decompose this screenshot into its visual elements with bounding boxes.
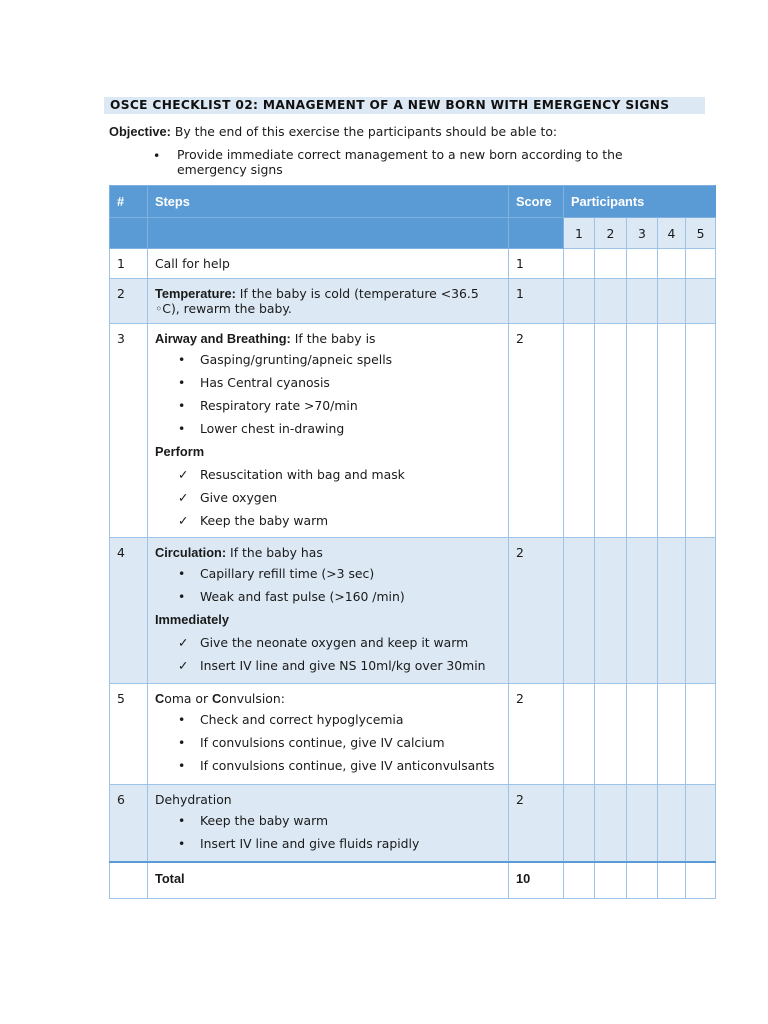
row-number: 2	[110, 279, 148, 324]
list-item: • Gasping/grunting/apneic spells	[155, 348, 502, 371]
score-box[interactable]	[595, 324, 627, 538]
bullet-icon: •	[178, 352, 186, 367]
step-cell	[148, 279, 509, 324]
list-item: ✓ Give the neonate oxygen and keep it warm	[155, 631, 502, 654]
checkmark-icon: ✓	[178, 658, 189, 673]
bullet-icon: •	[178, 758, 186, 773]
list-item: • Respiratory rate >70/min	[155, 394, 502, 417]
bullet-icon: •	[178, 813, 186, 828]
score-box[interactable]	[686, 249, 716, 279]
row-number: 6	[110, 785, 148, 862]
bullet-icon: •	[178, 589, 186, 604]
score-cell: 2	[509, 324, 564, 538]
row-number: 3	[110, 324, 148, 538]
score-box[interactable]	[595, 279, 627, 324]
score-box[interactable]	[564, 249, 595, 279]
score-box[interactable]	[595, 862, 627, 899]
step-text: Call for help	[155, 256, 230, 271]
score-box[interactable]	[658, 862, 686, 899]
participant-2: 2	[595, 218, 627, 249]
objective-bullet-text: Provide immediate correct management to a new born according to the emergency signs	[177, 147, 623, 177]
score-cell: 1	[509, 279, 564, 324]
score-box[interactable]	[686, 785, 716, 862]
step-text: If the baby has	[226, 545, 323, 560]
list-item: • If convulsions continue, give IV calcium	[155, 731, 502, 754]
sub-label: Perform	[155, 444, 205, 459]
header-score: Score	[509, 186, 564, 218]
score-box[interactable]	[564, 684, 595, 785]
score-box[interactable]	[595, 785, 627, 862]
checkmark-icon: ✓	[178, 490, 189, 505]
score-box[interactable]	[564, 862, 595, 899]
participant-1: 1	[564, 218, 595, 249]
row-number: 1	[110, 249, 148, 279]
table-row	[110, 249, 716, 279]
list-item: ✓ Keep the baby warm	[155, 509, 502, 532]
table-row	[110, 279, 716, 324]
header-participants: Participants	[564, 186, 716, 218]
subhead-blank	[509, 218, 564, 249]
list-item: • Lower chest in-drawing	[155, 417, 502, 440]
score-box[interactable]	[627, 279, 658, 324]
bullet-icon: •	[178, 398, 186, 413]
participant-4: 4	[658, 218, 686, 249]
score-box[interactable]	[627, 684, 658, 785]
list-item: • Check and correct hypoglycemia	[155, 708, 502, 731]
objective-label: Objective:	[109, 124, 171, 139]
step-text: Dehydration	[155, 792, 232, 807]
subhead-blank	[110, 218, 148, 249]
bullet-icon: •	[178, 712, 186, 727]
bullet-icon: •	[178, 836, 186, 851]
score-cell: 2	[509, 785, 564, 862]
table-row	[110, 324, 716, 538]
checklist-table	[109, 185, 716, 899]
score-box[interactable]	[564, 538, 595, 684]
header-steps: Steps	[148, 186, 509, 218]
bullet-icon: •	[178, 735, 186, 750]
table-row	[110, 684, 716, 785]
participant-3: 3	[627, 218, 658, 249]
header-number: #	[110, 186, 148, 218]
score-box[interactable]	[686, 538, 716, 684]
step-text: If the baby is cold (temperature <36.5 ◦C), rewarm the baby.	[155, 286, 479, 316]
objective-bullet: •	[153, 148, 161, 163]
step-cell: Coma or Convulsion: • Check and correct hypoglycemia • If convulsions continue, give IV calcium • If convulsions continue, give IV anticonvulsants	[148, 684, 509, 785]
score-box[interactable]	[595, 538, 627, 684]
table-row	[110, 785, 716, 862]
list-item: • Insert IV line and give fluids rapidly	[155, 832, 502, 855]
participant-5: 5	[686, 218, 716, 249]
score-box[interactable]	[686, 324, 716, 538]
score-box[interactable]	[658, 249, 686, 279]
bullet-icon: •	[178, 421, 186, 436]
score-box[interactable]	[627, 538, 658, 684]
row-number: 5	[110, 684, 148, 785]
total-score: 10	[509, 862, 564, 899]
score-box[interactable]	[564, 785, 595, 862]
score-box[interactable]	[564, 324, 595, 538]
checkmark-icon: ✓	[178, 635, 189, 650]
step-cell	[148, 324, 509, 538]
score-box[interactable]	[658, 324, 686, 538]
list-item: • If convulsions continue, give IV anticonvulsants	[155, 754, 502, 777]
total-blank	[110, 862, 148, 899]
list-item: • Keep the baby warm	[155, 809, 502, 832]
score-box[interactable]	[595, 249, 627, 279]
step-cell	[148, 538, 509, 684]
score-box[interactable]	[627, 324, 658, 538]
step-cell	[148, 785, 509, 862]
score-box[interactable]	[658, 684, 686, 785]
list-item: • Weak and fast pulse (>160 /min)	[155, 585, 502, 608]
step-lead: Airway and Breathing:	[155, 331, 291, 346]
score-box[interactable]	[595, 684, 627, 785]
sub-label: Immediately	[155, 612, 229, 627]
list-item: ✓ Give oxygen	[155, 486, 502, 509]
document-title: OSCE CHECKLIST 02: MANAGEMENT OF A NEW BORN WITH EMERGENCY SIGNS	[104, 97, 705, 114]
checkmark-icon: ✓	[178, 513, 189, 528]
score-box[interactable]	[627, 862, 658, 899]
total-row	[110, 862, 716, 899]
list-item: • Capillary refill time (>3 sec)	[155, 562, 502, 585]
score-box[interactable]	[627, 249, 658, 279]
score-box[interactable]	[627, 785, 658, 862]
total-label: Total	[148, 862, 509, 899]
step-cell	[148, 249, 509, 279]
bullet-icon: •	[178, 375, 186, 390]
step-lead: Temperature:	[155, 286, 236, 301]
score-cell: 2	[509, 538, 564, 684]
table-row	[110, 538, 716, 684]
score-cell: 1	[509, 249, 564, 279]
score-box[interactable]	[686, 279, 716, 324]
score-box[interactable]	[658, 279, 686, 324]
table-header-row	[110, 186, 716, 218]
list-item: ✓ Resuscitation with bag and mask	[155, 463, 502, 486]
score-box[interactable]	[686, 862, 716, 899]
score-box[interactable]	[658, 785, 686, 862]
score-cell: 2	[509, 684, 564, 785]
list-item: • Has Central cyanosis	[155, 371, 502, 394]
bullet-icon: •	[178, 566, 186, 581]
objective-line	[109, 124, 557, 139]
score-box[interactable]	[686, 684, 716, 785]
step-text: If the baby is	[290, 331, 376, 346]
subhead-blank	[148, 218, 509, 249]
row-number: 4	[110, 538, 148, 684]
checkmark-icon: ✓	[178, 467, 189, 482]
step-lead: Circulation:	[155, 545, 227, 560]
objective-text: By the end of this exercise the participants should be able to:	[170, 124, 558, 139]
score-box[interactable]	[564, 279, 595, 324]
score-box[interactable]	[658, 538, 686, 684]
list-item: ✓ Insert IV line and give NS 10ml/kg over 30min	[155, 654, 502, 677]
participant-number-row	[110, 218, 716, 249]
